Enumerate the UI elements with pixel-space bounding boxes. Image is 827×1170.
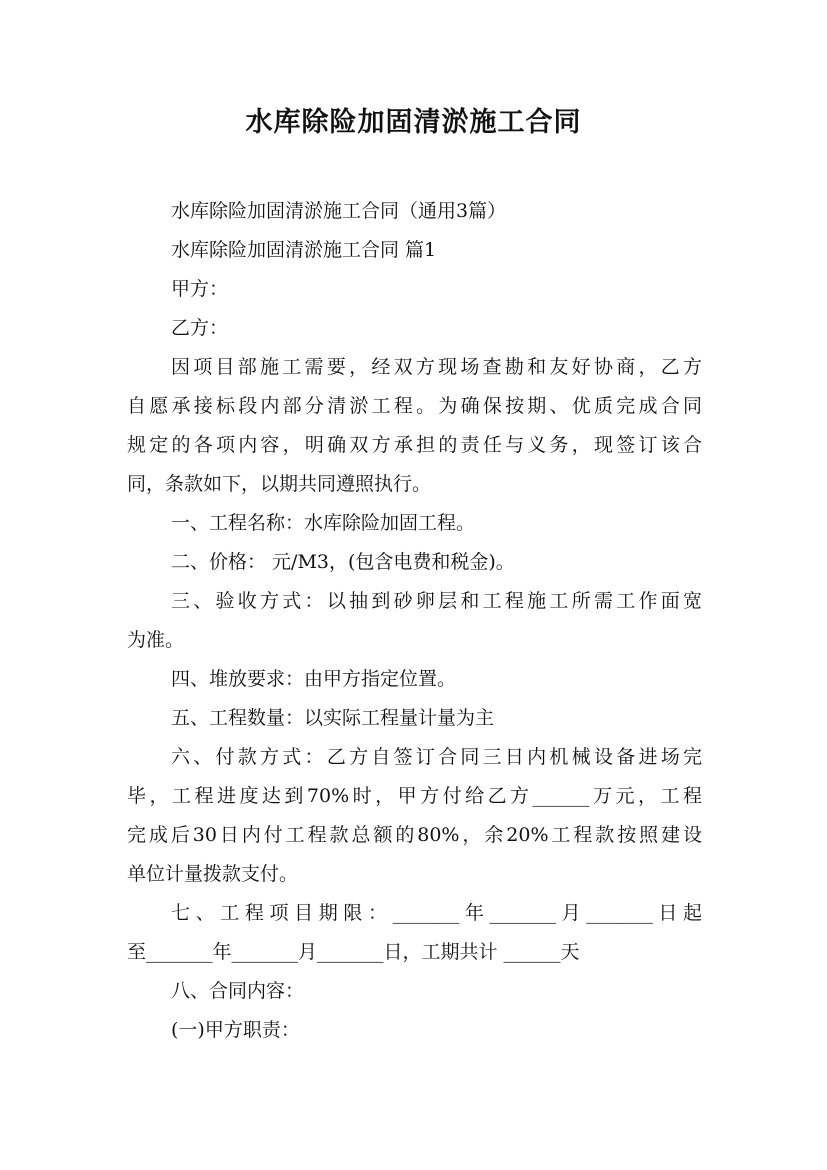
section-heading: 水库除险加固清淤施工合同 篇1 xyxy=(171,239,437,261)
paragraph-line: 规定的各项内容，明确双方承担的责任与义务，现签订该合 xyxy=(127,434,702,456)
clause-contents: 八、合同内容： xyxy=(171,980,305,1002)
clause-acceptance: 三、验收方式：以抽到砂卵层和工程施工所需工作面宽 xyxy=(171,590,702,612)
party-a-duties-heading: (一)甲方职责： xyxy=(171,1019,300,1041)
paragraph-line: 同，条款如下，以期共同遵照执行。 xyxy=(127,473,432,495)
clause-period-cont: 至_______年_______月_______日，工期共计 ______天 xyxy=(127,941,580,963)
clause-payment-cont: 完成后30日内付工程款总额的80%，余20%工程款按照建设 xyxy=(127,824,702,846)
clause-payment: 六、付款方式：乙方自签订合同三日内机械设备进场完 xyxy=(171,746,702,768)
document-title: 水库除险加固清淤施工合同 xyxy=(245,107,582,138)
paragraph-line: 因项目部施工需要，经双方现场查勘和友好协商，乙方 xyxy=(171,356,702,378)
clause-acceptance-cont: 为准。 xyxy=(127,629,185,651)
party-b-line: 乙方： xyxy=(171,317,229,339)
document-body xyxy=(127,192,702,1050)
paragraph-line: 自愿承接标段内部分清淤工程。为确保按期、优质完成合同 xyxy=(127,395,702,417)
clause-payment-cont: 毕，工程进度达到70%时，甲方付给乙方______万元，工程 xyxy=(127,785,702,807)
party-a-line: 甲方： xyxy=(171,278,229,300)
clause-stacking: 四、堆放要求：由甲方指定位置。 xyxy=(171,668,457,690)
clause-price: 二、价格： 元/M3，(包含电费和税金)。 xyxy=(171,551,515,573)
clause-payment-cont: 单位计量拨款支付。 xyxy=(127,863,299,885)
clause-quantity: 五、工程数量：以实际工程量计量为主 xyxy=(171,707,495,729)
subtitle-line: 水库除险加固清淤施工合同（通用3篇） xyxy=(171,200,507,222)
clause-period: 七、工程项目期限：_______年_______月_______日起 xyxy=(171,902,702,924)
clause-project-name: 一、工程名称：水库除险加固工程。 xyxy=(171,512,476,534)
